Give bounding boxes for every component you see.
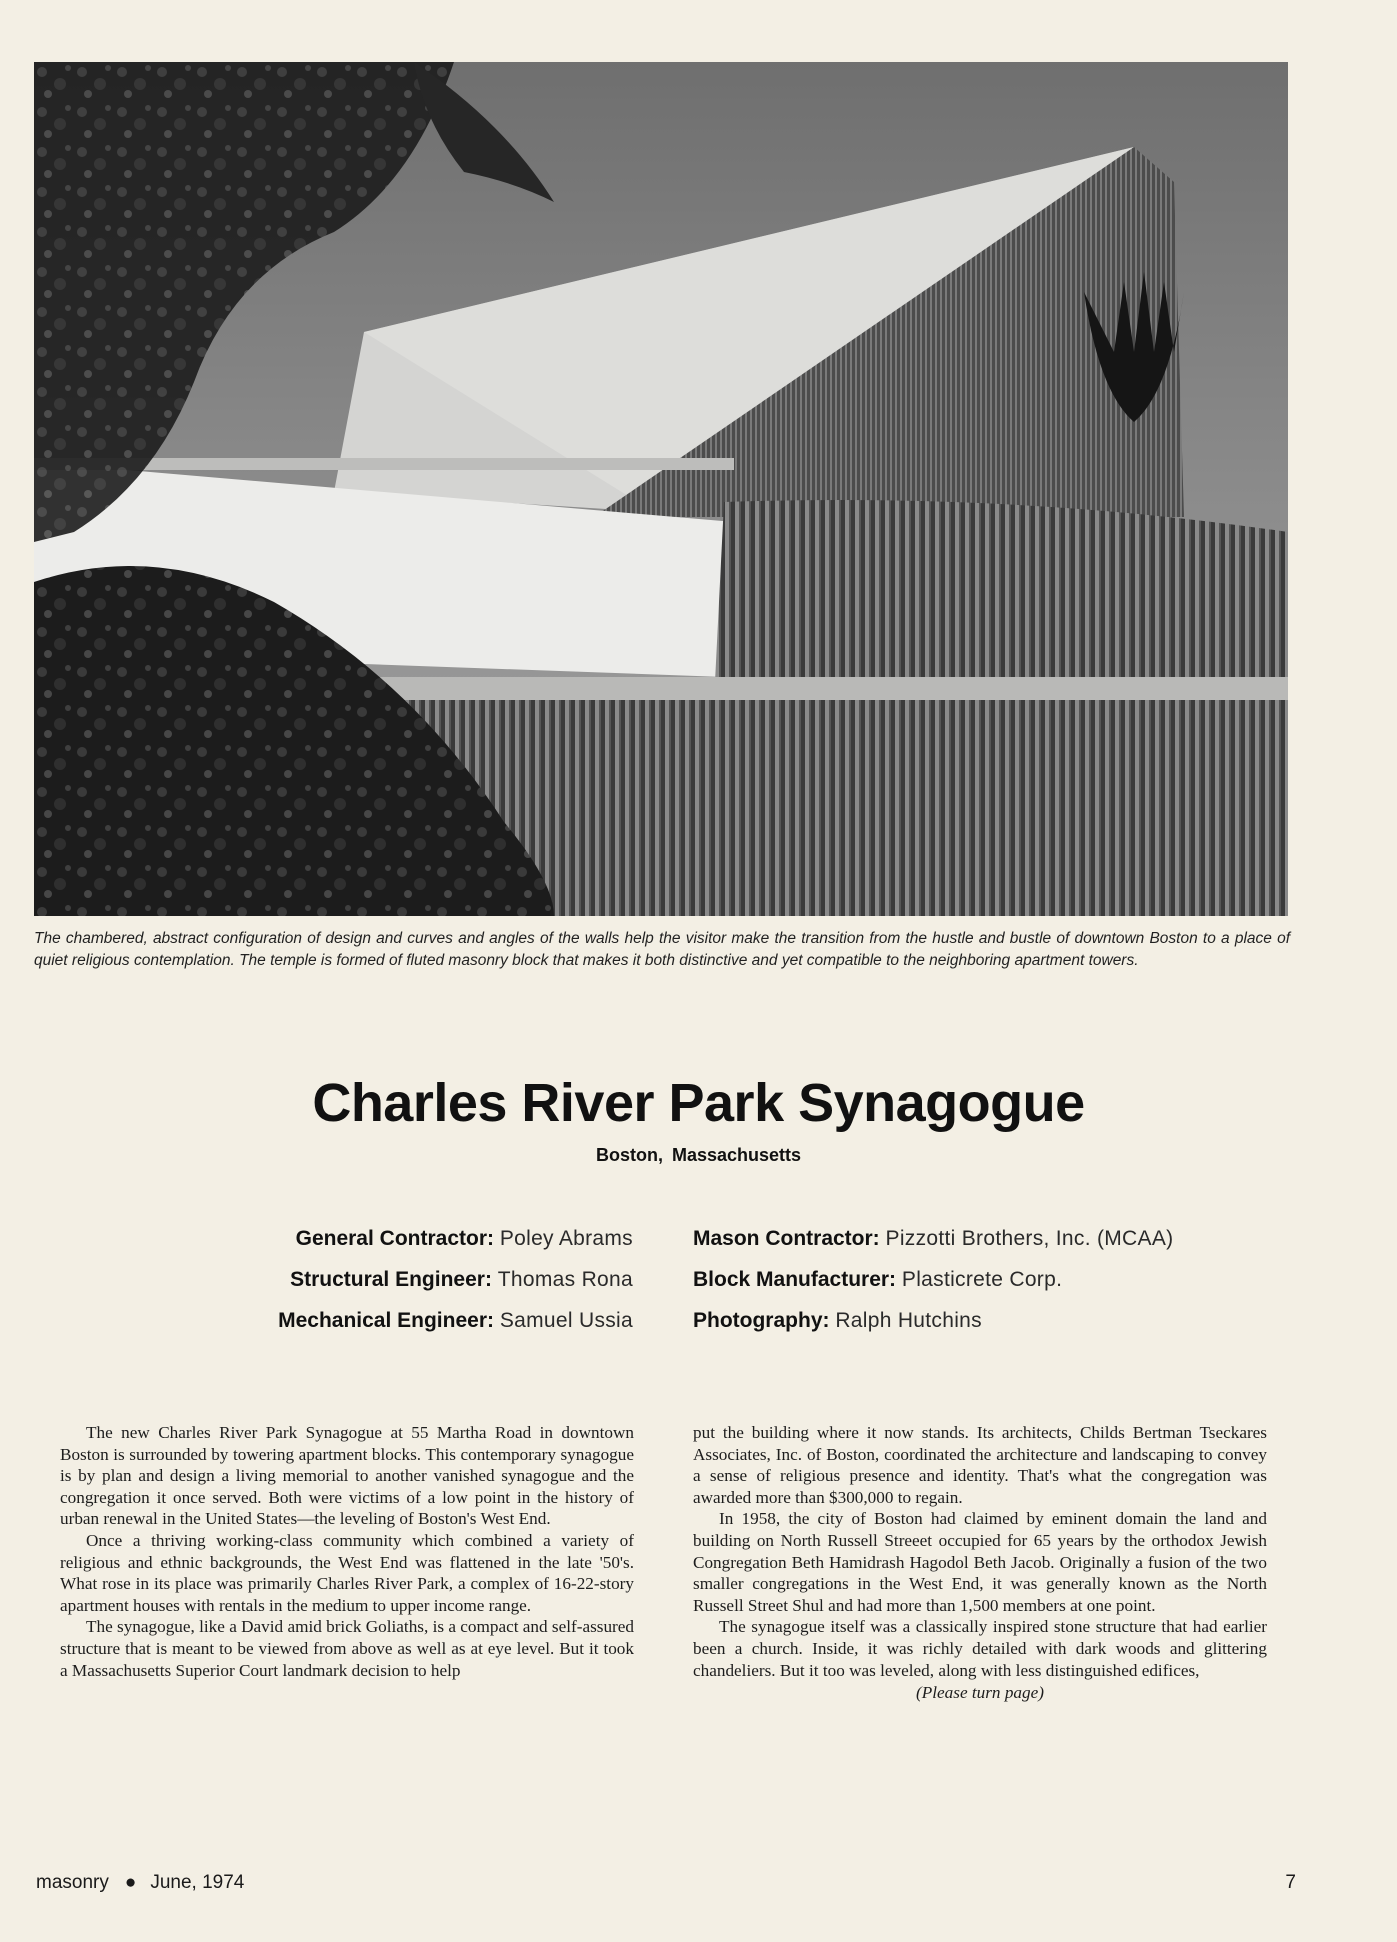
issue-date: June, 1974 bbox=[150, 1872, 245, 1893]
turn-page-note: (Please turn page) bbox=[916, 1683, 1044, 1703]
page-footer bbox=[36, 1872, 244, 1894]
credit-mechanical-engineer bbox=[160, 1306, 633, 1347]
credit-block-manufacturer bbox=[693, 1265, 1293, 1306]
credit-value: Poley Abrams bbox=[499, 1227, 633, 1250]
credit-general-contractor bbox=[160, 1224, 633, 1265]
body-column-right bbox=[693, 1422, 1267, 1704]
credits-left bbox=[160, 1224, 633, 1347]
body-paragraph: In 1958, the city of Boston had claimed by eminent domain the land and building on North Russell Streeet occupied for 65 years by the orthodox Jewish Congregation Beth Hamidrash Hagodol Beth Jacob. Originally a fusion of the two smaller congregations in the West End, it was generally known as the North Russell Street Shul and had more than 1,500 members at one point. bbox=[693, 1509, 1267, 1615]
publication-name: masonry bbox=[36, 1872, 109, 1893]
credit-value: Samuel Ussia bbox=[499, 1309, 633, 1332]
credit-value: Ralph Hutchins bbox=[835, 1309, 982, 1332]
credit-value: Thomas Rona bbox=[497, 1268, 633, 1291]
photo-caption: The chambered, abstract configuration of design and curves and angles of the walls help the visitor make the transition from the hustle and bustle of downtown Boston to a place of quiet religious contemplation. The temple is formed of fluted masonry block that makes it both distinctive and yet compatible to the neighboring apartment towers. bbox=[34, 930, 1290, 969]
credit-label: Mechanical Engineer: bbox=[278, 1309, 494, 1332]
credit-mason-contractor bbox=[693, 1224, 1293, 1265]
body-paragraph: The synagogue itself was a classically inspired stone structure that had earlier been a church. Inside, it was richly detailed with dark woods and glittering chandeliers. But it too was leveled, along with less distinguished edifices, bbox=[693, 1617, 1267, 1680]
body-paragraph: put the building where it now stands. Its architects, Childs Bertman Tseckares Associates, Inc. of Boston, coordinated the architecture and landscaping to convey a sense of religious presence and identity. That's what the congregation was awarded more than $300,000 to regain. bbox=[693, 1423, 1267, 1507]
credit-structural-engineer bbox=[160, 1265, 633, 1306]
credit-label: Structural Engineer: bbox=[290, 1268, 492, 1291]
body-paragraph: The synagogue, like a David amid brick Goliaths, is a compact and self-assured structure that is meant to be viewed from above as well as at eye level. But it took a Massachusetts Superior Court landmark decision to help bbox=[60, 1617, 634, 1680]
credit-label: Mason Contractor: bbox=[693, 1227, 880, 1250]
body-paragraph: Once a thriving working-class community which combined a variety of religious and ethnic backgrounds, the West End was flattened in the late '50's. What rose in its place was primarily Charles River Park, a complex of 16-22-story apartment houses with rentals in the medium to upper income range. bbox=[60, 1530, 634, 1615]
credit-photography bbox=[693, 1306, 1293, 1347]
article-location: Boston, Massachusetts bbox=[595, 1145, 802, 1165]
body-paragraph: The new Charles River Park Synagogue at 55 Martha Road in downtown Boston is surrounded by towering apartment blocks. This contemporary synagogue is by plan and design a living memorial to another vanished synagogue and the congregation it once served. Both were victims of a low point in the history of urban renewal in the United States—the leveling of Boston's West End. bbox=[60, 1423, 634, 1529]
credit-label: Block Manufacturer: bbox=[693, 1268, 897, 1291]
page-number: 7 bbox=[1285, 1872, 1296, 1893]
body-column-left bbox=[60, 1422, 634, 1681]
article-title: Charles River Park Synagogue bbox=[312, 1073, 1085, 1133]
building-photo-drawing bbox=[34, 62, 1288, 916]
credit-value: Plasticrete Corp. bbox=[901, 1268, 1063, 1291]
credits-right bbox=[693, 1224, 1293, 1347]
building-photo bbox=[34, 62, 1288, 916]
credit-label: General Contractor: bbox=[295, 1227, 494, 1250]
credit-label: Photography: bbox=[693, 1309, 830, 1332]
credit-value: Pizzotti Brothers, Inc. (MCAA) bbox=[885, 1227, 1174, 1250]
bullet-icon: ● bbox=[124, 1872, 137, 1893]
